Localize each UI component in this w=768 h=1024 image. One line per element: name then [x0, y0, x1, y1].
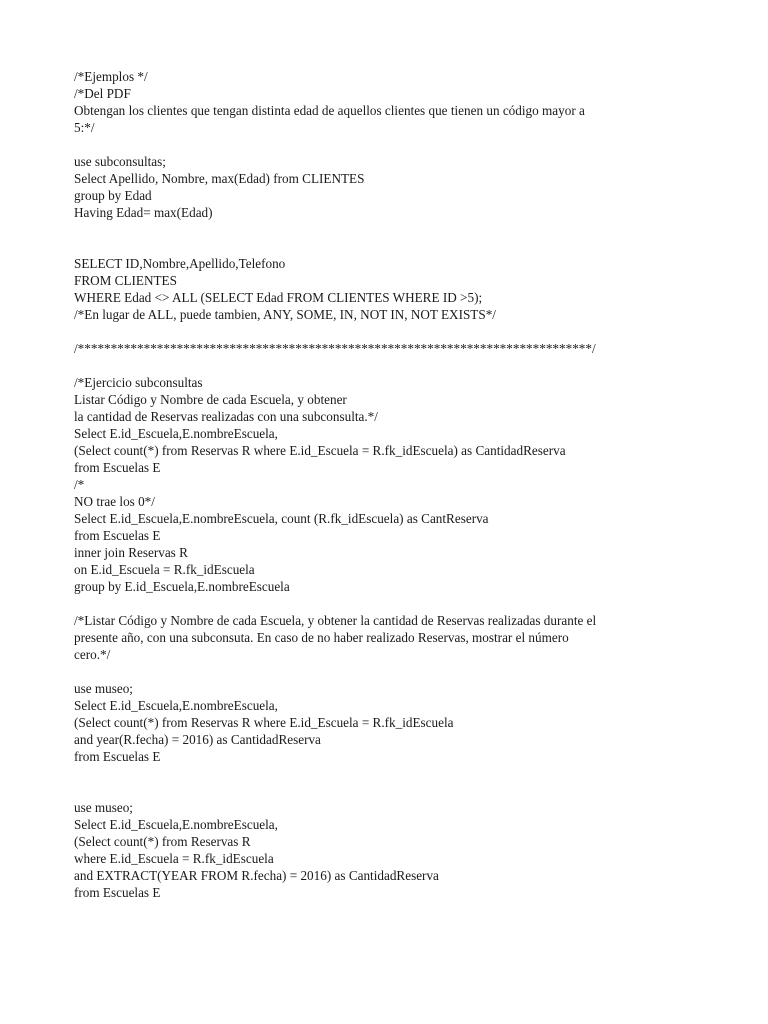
- exercise-block: [74, 374, 714, 595]
- text-line: Listar Código y Nombre de cada Escuela, y obtener: [74, 392, 347, 407]
- text-line: /*En lugar de ALL, puede tambien, ANY, SOME, IN, NOT IN, NOT EXISTS*/: [74, 307, 496, 322]
- text-line: group by E.id_Escuela,E.nombreEscuela: [74, 579, 290, 594]
- text-line: /*Ejercicio subconsultas: [74, 375, 203, 390]
- sql-block-subconsultas: [74, 153, 714, 221]
- text-line: from Escuelas E: [74, 460, 161, 475]
- text-line: inner join Reservas R: [74, 545, 188, 560]
- text-line: /*Del PDF: [74, 86, 131, 101]
- text-line: Select E.id_Escuela,E.nombreEscuela,: [74, 426, 278, 441]
- sql-block-extract: [74, 799, 714, 901]
- text-line: and year(R.fecha) = 2016) as CantidadReserva: [74, 732, 321, 747]
- text-line: Select E.id_Escuela,E.nombreEscuela,: [74, 817, 278, 832]
- text-line: /*Ejemplos */: [74, 69, 148, 84]
- text-line: and EXTRACT(YEAR FROM R.fecha) = 2016) as CantidadReserva: [74, 868, 439, 883]
- text-line: Select E.id_Escuela,E.nombreEscuela,: [74, 698, 278, 713]
- text-line: Obtengan los clientes que tengan distinta edad de aquellos clientes que tienen un código mayor a: [74, 103, 585, 118]
- text-line: /*Listar Código y Nombre de cada Escuela, y obtener la cantidad de Reservas realizadas durante el: [74, 613, 597, 628]
- text-line: 5:*/: [74, 120, 95, 135]
- text-line: from Escuelas E: [74, 885, 161, 900]
- text-line: (Select count(*) from Reservas R: [74, 834, 251, 849]
- text-line: la cantidad de Reservas realizadas con una subconsulta.*/: [74, 409, 378, 424]
- text-line: (Select count(*) from Reservas R where E.id_Escuela = R.fk_idEscuela) as CantidadReserva: [74, 443, 566, 458]
- text-line: (Select count(*) from Reservas R where E.id_Escuela = R.fk_idEscuela: [74, 715, 454, 730]
- comment-block-ejemplos: [74, 68, 714, 136]
- text-line: group by Edad: [74, 188, 152, 203]
- comment-block-listar: [74, 612, 714, 663]
- text-line: Having Edad= max(Edad): [74, 205, 213, 220]
- text-line: use museo;: [74, 681, 133, 696]
- separator-block: [74, 340, 714, 357]
- text-line: Select Apellido, Nombre, max(Edad) from CLIENTES: [74, 171, 365, 186]
- text-line: Select E.id_Escuela,E.nombreEscuela, count (R.fk_idEscuela) as CantReserva: [74, 511, 489, 526]
- text-line: WHERE Edad <> ALL (SELECT Edad FROM CLIENTES WHERE ID >5);: [74, 290, 483, 305]
- sql-block-year: [74, 680, 714, 765]
- text-line: cero.*/: [74, 647, 111, 662]
- text-line: from Escuelas E: [74, 749, 161, 764]
- text-line: where E.id_Escuela = R.fk_idEscuela: [74, 851, 274, 866]
- text-line: on E.id_Escuela = R.fk_idEscuela: [74, 562, 255, 577]
- text-line: SELECT ID,Nombre,Apellido,Telefono: [74, 256, 286, 271]
- text-line: NO trae los 0*/: [74, 494, 155, 509]
- document-text: [74, 68, 714, 901]
- text-line: /*: [74, 477, 85, 492]
- text-line: from Escuelas E: [74, 528, 161, 543]
- text-line: presente año, con una subconsuta. En caso de no haber realizado Reservas, mostrar el número: [74, 630, 569, 645]
- sql-block-select-all: [74, 255, 714, 323]
- separator-line: /******************************************************************************/: [74, 341, 596, 356]
- text-line: use subconsultas;: [74, 154, 166, 169]
- text-line: use museo;: [74, 800, 133, 815]
- text-line: FROM CLIENTES: [74, 273, 177, 288]
